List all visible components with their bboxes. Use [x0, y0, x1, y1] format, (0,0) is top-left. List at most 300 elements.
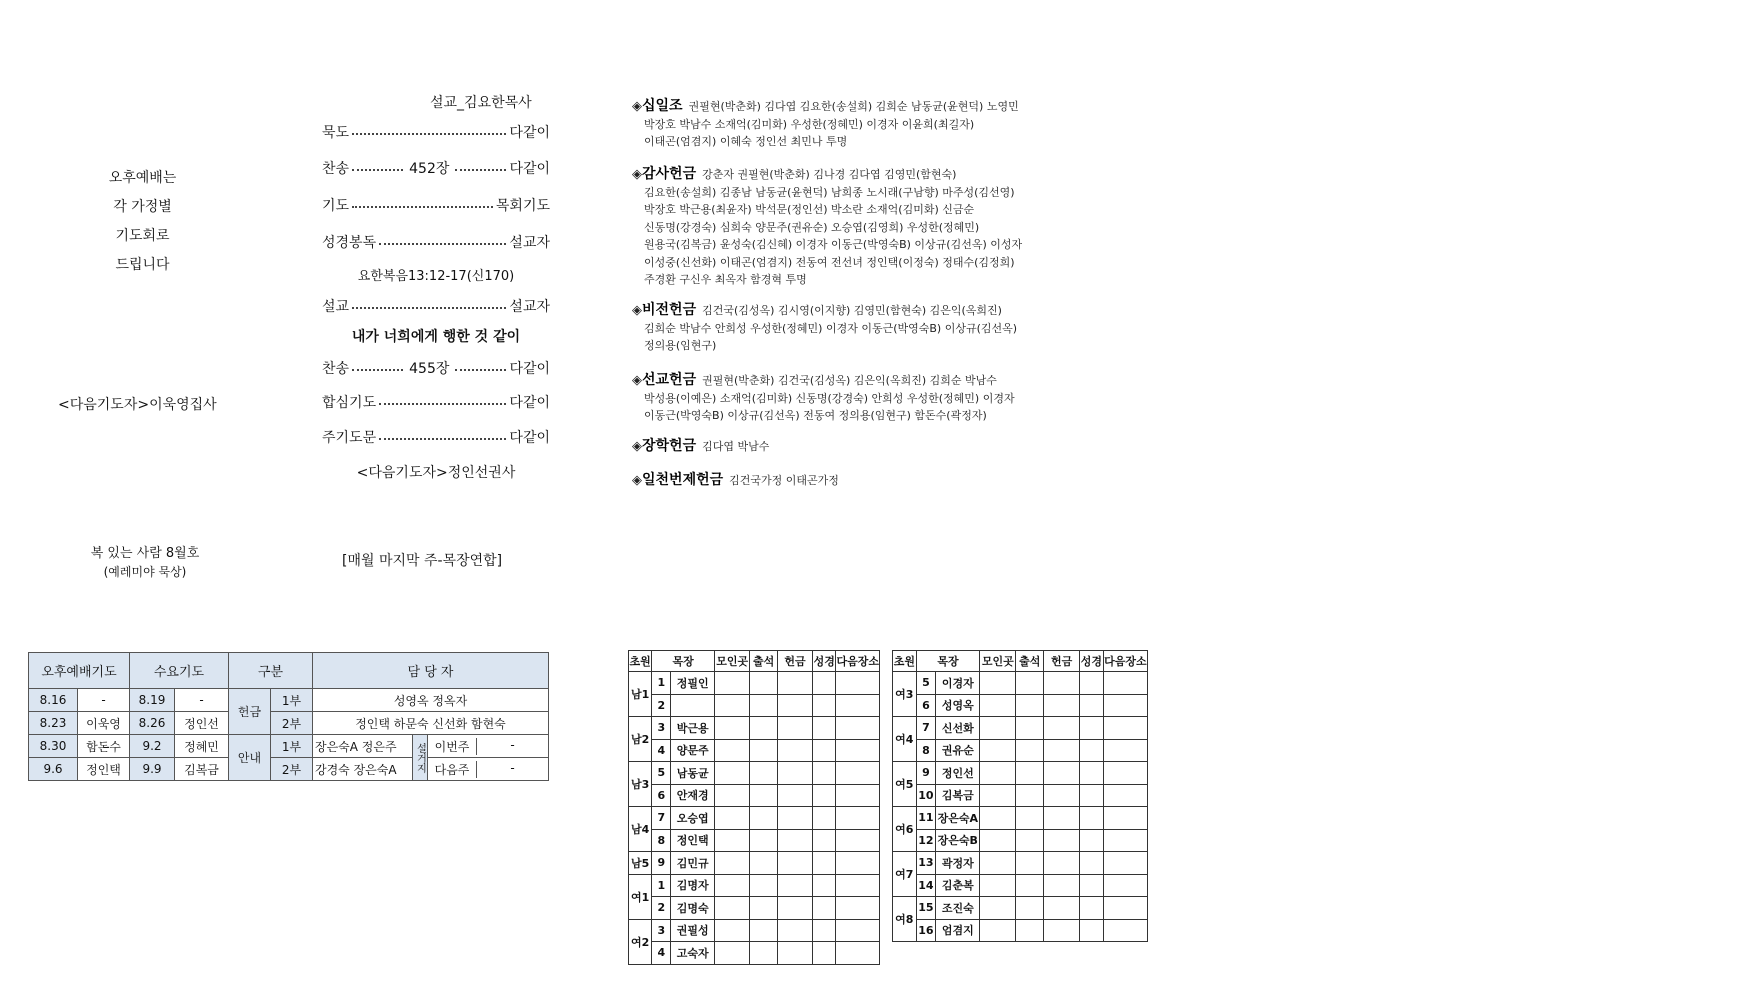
- leader-cell: 김민규: [671, 852, 715, 875]
- offering-line: 신동명(강경숙) 심희숙 양문주(권유순) 오승엽(김영희) 우성한(정혜민): [644, 220, 980, 234]
- table-row: [893, 852, 1148, 875]
- offering-line: [632, 372, 1172, 390]
- order-leader: 다같이: [509, 125, 550, 141]
- entry-cell[interactable]: [1044, 897, 1080, 920]
- entry-cell[interactable]: [750, 762, 777, 785]
- diamond-icon: ◈: [632, 167, 642, 182]
- entry-cell[interactable]: [1080, 897, 1104, 920]
- part-cell: 2부: [271, 712, 313, 735]
- name-cell: 정인선: [175, 712, 229, 735]
- entry-cell[interactable]: [777, 739, 812, 762]
- entry-cell[interactable]: [715, 897, 750, 920]
- week-value: -: [476, 738, 548, 755]
- offering-title: 장학헌금: [642, 438, 697, 454]
- offering-names: 김다엽 박남수: [702, 440, 770, 453]
- entry-cell[interactable]: [1103, 762, 1147, 785]
- offering-line: 박성용(이예은) 소재억(김미화) 신동명(강경숙) 안희성 우성한(정혜민) 이경자: [644, 391, 1015, 405]
- entry-cell[interactable]: [813, 874, 836, 897]
- name-cell: -: [175, 689, 229, 712]
- name-cell: 이욱영: [78, 712, 130, 735]
- blessed-title: 복 있는 사람 8월호: [90, 546, 200, 561]
- header-cell: 초원: [893, 651, 917, 672]
- table-row: [893, 672, 1148, 695]
- entry-cell[interactable]: [1080, 807, 1104, 830]
- entry-cell[interactable]: [836, 897, 880, 920]
- setup-cell: [428, 735, 549, 758]
- guide-label: 안내: [229, 735, 271, 781]
- entry-cell[interactable]: [750, 739, 777, 762]
- number-cell: 16: [916, 919, 936, 942]
- dot-leader: [379, 403, 506, 405]
- offering-names: 강춘자 권필현(박춘화) 김나경 김다엽 김영민(함현숙): [702, 168, 957, 181]
- afternoon-note: [80, 164, 205, 280]
- entry-cell[interactable]: [980, 694, 1016, 717]
- order-leader: 설교자: [509, 235, 550, 251]
- group-cell: 여8: [893, 897, 917, 942]
- entry-cell[interactable]: [813, 852, 836, 875]
- entry-cell[interactable]: [1080, 919, 1104, 942]
- order-leader: 다같이: [509, 395, 550, 411]
- offering-line: [632, 98, 1172, 116]
- entry-cell[interactable]: [777, 919, 812, 942]
- leader-cell: 안재경: [671, 784, 715, 807]
- header-cell: 목장: [652, 651, 715, 672]
- offering-line: 원용국(김복금) 윤성숙(김신혜) 이경자 이동근(박영숙B) 이상규(김선옥) 이성자: [644, 238, 1023, 251]
- entry-cell[interactable]: [813, 942, 836, 965]
- afternoon-note-line: 드립니다: [115, 257, 170, 273]
- order-item: [322, 427, 550, 447]
- group-cell: 남1: [629, 672, 652, 717]
- entry-cell[interactable]: [980, 919, 1016, 942]
- attendance-header: [629, 651, 880, 672]
- table-row: [893, 897, 1148, 920]
- entry-cell[interactable]: [836, 919, 880, 942]
- order-item: [322, 232, 550, 252]
- entry-cell[interactable]: [980, 784, 1016, 807]
- entry-cell[interactable]: [1080, 852, 1104, 875]
- entry-cell[interactable]: [1080, 694, 1104, 717]
- entry-cell[interactable]: [777, 672, 812, 695]
- names-cell: 장은숙A 정은주: [313, 735, 413, 758]
- header-cell: 목장: [916, 651, 980, 672]
- entry-cell[interactable]: [750, 874, 777, 897]
- entry-cell[interactable]: [1044, 852, 1080, 875]
- entry-cell[interactable]: [980, 852, 1016, 875]
- entry-cell[interactable]: [1103, 897, 1147, 920]
- date-cell: 8.19: [130, 689, 175, 712]
- entry-cell[interactable]: [750, 897, 777, 920]
- entry-cell[interactable]: [1044, 717, 1080, 740]
- table-row: [629, 852, 880, 875]
- header-category: 구분: [229, 653, 313, 689]
- table-row: [29, 758, 549, 781]
- order-label: 성경봉독: [322, 235, 377, 251]
- entry-cell[interactable]: [1044, 829, 1080, 852]
- offering-group: [632, 98, 1172, 151]
- offering-group: [632, 472, 1172, 490]
- names-cell: 정인택 하문숙 신선화 함현숙: [313, 712, 549, 735]
- leader-cell: 성영옥: [936, 694, 980, 717]
- dot-leader: [455, 169, 506, 171]
- entry-cell[interactable]: [777, 897, 812, 920]
- entry-cell[interactable]: [836, 807, 880, 830]
- entry-cell[interactable]: [980, 762, 1016, 785]
- header-wednesday-prayer: 수요기도: [130, 653, 229, 689]
- offering-title: 일천번제헌금: [642, 472, 724, 488]
- entry-cell[interactable]: [750, 694, 777, 717]
- entry-cell[interactable]: [836, 694, 880, 717]
- number-cell: 1: [652, 672, 671, 695]
- entry-cell[interactable]: [750, 807, 777, 830]
- entry-cell[interactable]: [1044, 784, 1080, 807]
- dot-leader: [379, 243, 506, 245]
- leader-cell: 정인택: [671, 829, 715, 852]
- entry-cell[interactable]: [1016, 717, 1044, 740]
- group-cell: 여7: [893, 852, 917, 897]
- order-label: 기도: [322, 198, 350, 214]
- group-cell: 여5: [893, 762, 917, 807]
- name-cell: 정혜민: [175, 735, 229, 758]
- offering-title: 비전헌금: [642, 302, 697, 318]
- entry-cell[interactable]: [813, 829, 836, 852]
- entry-cell[interactable]: [1080, 672, 1104, 695]
- entry-cell[interactable]: [836, 874, 880, 897]
- table-row: [629, 762, 880, 785]
- entry-cell[interactable]: [1044, 919, 1080, 942]
- entry-cell[interactable]: [715, 829, 750, 852]
- entry-cell[interactable]: [1080, 784, 1104, 807]
- entry-cell[interactable]: [715, 807, 750, 830]
- date-cell: 8.16: [29, 689, 78, 712]
- entry-cell[interactable]: [1016, 694, 1044, 717]
- entry-cell[interactable]: [750, 829, 777, 852]
- leader-cell: 박근용: [671, 717, 715, 740]
- entry-cell[interactable]: [715, 694, 750, 717]
- dot-leader: [352, 133, 506, 135]
- table-row: [629, 942, 880, 965]
- dot-leader: [352, 206, 493, 208]
- number-cell: 12: [916, 829, 936, 852]
- number-cell: 4: [652, 942, 671, 965]
- entry-cell[interactable]: [813, 919, 836, 942]
- entry-cell[interactable]: [813, 762, 836, 785]
- entry-cell[interactable]: [813, 739, 836, 762]
- group-cell: 남5: [629, 852, 652, 875]
- entry-cell[interactable]: [777, 807, 812, 830]
- entry-cell[interactable]: [1044, 694, 1080, 717]
- table-row: [629, 897, 880, 920]
- entry-cell[interactable]: [980, 829, 1016, 852]
- order-label: 설교: [322, 299, 350, 315]
- dot-leader: [379, 438, 506, 440]
- entry-cell[interactable]: [813, 807, 836, 830]
- entry-cell[interactable]: [1016, 807, 1044, 830]
- dot-leader: [352, 169, 403, 171]
- order-item: [322, 392, 550, 412]
- entry-cell[interactable]: [777, 874, 812, 897]
- entry-cell[interactable]: [1103, 829, 1147, 852]
- afternoon-note-line: 기도회로: [115, 228, 170, 244]
- entry-cell[interactable]: [777, 829, 812, 852]
- entry-cell[interactable]: [836, 852, 880, 875]
- diamond-icon: ◈: [632, 439, 642, 454]
- entry-cell[interactable]: [750, 672, 777, 695]
- header-afternoon-prayer: 오후예배기도: [29, 653, 130, 689]
- entry-cell[interactable]: [1016, 672, 1044, 695]
- entry-cell[interactable]: [777, 784, 812, 807]
- entry-cell[interactable]: [836, 784, 880, 807]
- entry-cell[interactable]: [715, 852, 750, 875]
- entry-cell[interactable]: [1044, 874, 1080, 897]
- table-row: [893, 717, 1148, 740]
- number-cell: 8: [916, 739, 936, 762]
- entry-cell[interactable]: [980, 672, 1016, 695]
- entry-cell[interactable]: [1080, 762, 1104, 785]
- duty-schedule-table: [28, 652, 549, 781]
- entry-cell[interactable]: [836, 762, 880, 785]
- number-cell: 1: [652, 874, 671, 897]
- date-cell: 9.6: [29, 758, 78, 781]
- leader-cell: 김복금: [936, 784, 980, 807]
- entry-cell[interactable]: [750, 852, 777, 875]
- header-cell: 헌금: [1044, 651, 1080, 672]
- entry-cell[interactable]: [777, 694, 812, 717]
- table-row: [893, 919, 1148, 942]
- leader-cell: 김춘복: [936, 874, 980, 897]
- names-cell: 성영옥 정옥자: [313, 689, 549, 712]
- header-cell: 다음장소: [836, 651, 880, 672]
- entry-cell[interactable]: [1016, 739, 1044, 762]
- offering-line: 박장호 박근용(최윤자) 박석문(정인선) 박소란 소재억(김미화) 신금순: [644, 203, 975, 216]
- entry-cell[interactable]: [777, 762, 812, 785]
- table-row: [629, 829, 880, 852]
- offering-title: 십일조: [642, 98, 683, 114]
- header-cell: 헌금: [777, 651, 812, 672]
- offering-line: 이성중(신선화) 이태곤(엄겸지) 전동여 전선녀 정인택(이정숙) 정태수(김정희): [644, 255, 1015, 269]
- group-cell: 남4: [629, 807, 652, 852]
- entry-cell[interactable]: [1103, 919, 1147, 942]
- entry-cell[interactable]: [715, 784, 750, 807]
- leader-cell: 김명숙: [671, 897, 715, 920]
- number-cell: 3: [652, 717, 671, 740]
- number-cell: 6: [652, 784, 671, 807]
- entry-cell[interactable]: [813, 672, 836, 695]
- entry-cell[interactable]: [980, 807, 1016, 830]
- leader-cell: 권유순: [936, 739, 980, 762]
- entry-cell[interactable]: [715, 919, 750, 942]
- entry-cell[interactable]: [1044, 739, 1080, 762]
- setup-cell: [428, 758, 549, 781]
- entry-cell[interactable]: [980, 717, 1016, 740]
- entry-cell[interactable]: [1016, 852, 1044, 875]
- date-cell: 9.2: [130, 735, 175, 758]
- entry-cell[interactable]: [1103, 784, 1147, 807]
- offering-line: 박장호 박남수 소재억(김미화) 우성한(정혜민) 이경자 이윤희(최길자): [644, 117, 975, 131]
- leader-cell: 고숙자: [671, 942, 715, 965]
- number-cell: 7: [916, 717, 936, 740]
- table-row: [893, 762, 1148, 785]
- offering-line: 김희순 박남수 안희성 우성한(정혜민) 이경자 이동근(박영숙B) 이상규(김선옥): [644, 321, 1018, 335]
- entry-cell[interactable]: [715, 717, 750, 740]
- entry-cell[interactable]: [715, 739, 750, 762]
- entry-cell[interactable]: [777, 852, 812, 875]
- entry-cell[interactable]: [813, 717, 836, 740]
- entry-cell[interactable]: [715, 672, 750, 695]
- entry-cell[interactable]: [980, 897, 1016, 920]
- entry-cell[interactable]: [1044, 672, 1080, 695]
- order-leader: 다같이: [509, 430, 550, 446]
- blessed-magazine: [60, 542, 230, 580]
- header-cell: 모인곳: [980, 651, 1016, 672]
- entry-cell[interactable]: [1103, 694, 1147, 717]
- header-cell: 출석: [1016, 651, 1044, 672]
- order-item: [322, 122, 550, 142]
- offering-group: [632, 302, 1172, 355]
- entry-cell[interactable]: [1016, 762, 1044, 785]
- group-cell: 남2: [629, 717, 652, 762]
- entry-cell[interactable]: [836, 672, 880, 695]
- entry-cell[interactable]: [836, 717, 880, 740]
- offering-title: 선교헌금: [642, 372, 697, 388]
- leader-cell: 김명자: [671, 874, 715, 897]
- number-cell: 5: [652, 762, 671, 785]
- table-row: [893, 784, 1148, 807]
- part-cell: 1부: [271, 689, 313, 712]
- order-item: [322, 158, 550, 178]
- entry-cell[interactable]: [1016, 919, 1044, 942]
- entry-cell[interactable]: [1080, 874, 1104, 897]
- leader-cell: 정인선: [936, 762, 980, 785]
- entry-cell[interactable]: [750, 784, 777, 807]
- number-cell: 8: [652, 829, 671, 852]
- entry-cell[interactable]: [1103, 874, 1147, 897]
- entry-cell[interactable]: [813, 784, 836, 807]
- name-cell: 함돈수: [78, 735, 130, 758]
- order-label: 찬송: [322, 161, 350, 177]
- order-hymn: 455장: [409, 361, 450, 377]
- offering-line: [632, 302, 1172, 320]
- entry-cell[interactable]: [836, 739, 880, 762]
- sermon-preacher: 설교_김요한목사: [430, 95, 532, 111]
- attendance-header: [893, 651, 1148, 672]
- number-cell: 11: [916, 807, 936, 830]
- header-cell: 성경: [813, 651, 836, 672]
- entry-cell[interactable]: [750, 919, 777, 942]
- setup-text: 설거지: [414, 742, 426, 773]
- number-cell: 6: [916, 694, 936, 717]
- number-cell: 9: [916, 762, 936, 785]
- entry-cell[interactable]: [1080, 717, 1104, 740]
- leader-cell: 이경자: [936, 672, 980, 695]
- leader-cell: 남동균: [671, 762, 715, 785]
- dot-leader: [352, 369, 403, 371]
- entry-cell[interactable]: [777, 717, 812, 740]
- table-row: [629, 672, 880, 695]
- entry-cell[interactable]: [1103, 807, 1147, 830]
- table-row: [893, 739, 1148, 762]
- entry-cell[interactable]: [1080, 829, 1104, 852]
- entry-cell[interactable]: [1044, 807, 1080, 830]
- diamond-icon: ◈: [632, 303, 642, 318]
- entry-cell[interactable]: [715, 942, 750, 965]
- leader-cell: 곽정자: [936, 852, 980, 875]
- attendance-table-women: [892, 650, 1148, 942]
- number-cell: 13: [916, 852, 936, 875]
- name-cell: 정인택: [78, 758, 130, 781]
- entry-cell[interactable]: [813, 694, 836, 717]
- cash-label: 헌금: [229, 689, 271, 735]
- entry-cell[interactable]: [813, 897, 836, 920]
- entry-cell[interactable]: [1103, 852, 1147, 875]
- order-leader: 목회기도: [495, 198, 550, 214]
- number-cell: 5: [916, 672, 936, 695]
- table-row: [29, 735, 549, 758]
- order-item: [322, 358, 550, 378]
- entry-cell[interactable]: [1016, 897, 1044, 920]
- entry-cell[interactable]: [1080, 739, 1104, 762]
- number-cell: 2: [652, 694, 671, 717]
- entry-cell[interactable]: [1103, 717, 1147, 740]
- entry-cell[interactable]: [777, 942, 812, 965]
- offering-line: 이동근(박영숙B) 이상규(김선옥) 전동여 정의용(임현구) 함돈수(곽정자): [644, 409, 987, 422]
- entry-cell[interactable]: [980, 874, 1016, 897]
- table-row: [629, 919, 880, 942]
- scripture-reference: 요한복음13:12-17(신170): [357, 269, 515, 284]
- number-cell: 3: [652, 919, 671, 942]
- afternoon-note-line: 오후예배는: [108, 170, 177, 186]
- entry-cell[interactable]: [1016, 829, 1044, 852]
- entry-cell[interactable]: [836, 942, 880, 965]
- offering-names: 권필현(박춘화) 김건국(김성옥) 김은익(옥희진) 김희순 박남수: [702, 374, 997, 387]
- order-hymn: 452장: [409, 161, 450, 177]
- offering-names: 김건국가정 이태곤가정: [729, 474, 839, 487]
- name-cell: 김복금: [175, 758, 229, 781]
- offering-title: 감사헌금: [642, 166, 697, 182]
- entry-cell[interactable]: [1016, 874, 1044, 897]
- entry-cell[interactable]: [980, 739, 1016, 762]
- header-cell: 출석: [750, 651, 777, 672]
- entry-cell[interactable]: [715, 762, 750, 785]
- header-cell: 성경: [1080, 651, 1104, 672]
- order-label: 찬송: [322, 361, 350, 377]
- part-cell: 2부: [271, 758, 313, 781]
- group-cell: 여3: [893, 672, 917, 717]
- leader-cell: 장은숙A: [936, 807, 980, 830]
- week-label: 다음주: [434, 762, 470, 777]
- entry-cell[interactable]: [1103, 672, 1147, 695]
- offering-line: 주경환 구신우 최옥자 함경혁 투명: [644, 273, 807, 286]
- number-cell: 7: [652, 807, 671, 830]
- group-cell: 남3: [629, 762, 652, 807]
- entry-cell[interactable]: [750, 942, 777, 965]
- entry-cell[interactable]: [715, 874, 750, 897]
- entry-cell[interactable]: [836, 829, 880, 852]
- blessed-subtitle: (예레미야 묵상): [103, 565, 187, 579]
- order-label: 합심기도: [322, 395, 377, 411]
- leader-cell: 엄겸지: [936, 919, 980, 942]
- entry-cell[interactable]: [1044, 762, 1080, 785]
- week-label: 이번주: [434, 739, 470, 754]
- entry-cell[interactable]: [1016, 784, 1044, 807]
- number-cell: 10: [916, 784, 936, 807]
- entry-cell[interactable]: [750, 717, 777, 740]
- leader-cell: 신선화: [936, 717, 980, 740]
- afternoon-note-line: 각 가정별: [113, 199, 172, 215]
- leader-cell: 오승엽: [671, 807, 715, 830]
- offering-line: 김요한(송설희) 김종남 남동균(윤현덕) 남희종 노시래(구남향) 마주성(김선영): [644, 185, 1015, 199]
- entry-cell[interactable]: [1103, 739, 1147, 762]
- header-cell: 다음장소: [1103, 651, 1147, 672]
